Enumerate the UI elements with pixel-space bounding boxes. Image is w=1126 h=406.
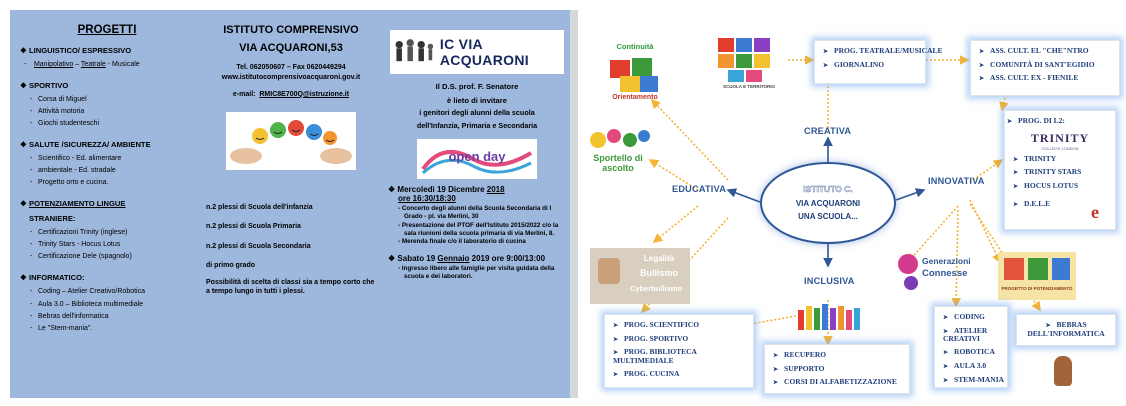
- mindmap-center: [760, 162, 896, 244]
- list-item: ➤ CODING: [943, 313, 999, 322]
- diamond-bullet-icon: ❖: [20, 81, 27, 91]
- list-item: ➤ PROG. TEATRALE/MUSICALE: [823, 47, 917, 56]
- chat-bubble-icon: [898, 254, 918, 274]
- open-day-graphic: [417, 139, 537, 179]
- prog-teatrale-box: [814, 40, 943, 84]
- cyberbullismo-line: Cyberbullismo: [629, 284, 683, 293]
- label-educativa: EDUCATIVA: [672, 184, 727, 194]
- prog-l2-box: [1004, 110, 1116, 230]
- label-inclusiva: INCLUSIVA: [804, 276, 855, 286]
- projects-column: [10, 10, 200, 398]
- list-item: ➤ ROBOTICA: [943, 348, 999, 357]
- list-item: - Merenda finale c/o il laboratorio di cucina: [404, 238, 566, 246]
- section-informatico: ❖ INFORMATICO:: [20, 273, 85, 283]
- continuita-title: Continuità: [616, 42, 654, 51]
- lingue-subtitle: STRANIERE:: [29, 214, 76, 224]
- list-item: ➤ D.E.L.E: [1013, 200, 1107, 209]
- diamond-bullet-icon: ❖: [388, 185, 398, 195]
- associazioni-box: [970, 40, 1120, 96]
- generazioni-connesse-logo: [898, 250, 990, 294]
- l2-title: ➤ PROG. DI L2:: [1007, 117, 1107, 126]
- list-item: ➤ RECUPERO: [773, 351, 901, 360]
- list-item: ➤ AULA 3.0: [943, 362, 999, 371]
- legalita-bullismo-image: [590, 248, 690, 304]
- orientamento-label: Orientamento: [612, 94, 658, 101]
- list-item: - Certificazioni Trinity (inglese): [38, 229, 194, 237]
- list-item: - Progetto orto e cucina.: [38, 179, 194, 187]
- school-address: VIA ACQUARONI,53: [239, 41, 343, 54]
- bullismo-line: Bullismo: [639, 268, 678, 278]
- section-sportivo: ❖ SPORTIVO: [20, 81, 69, 91]
- list-item: ➤ HOCUS LOTUS: [1013, 182, 1107, 191]
- hands-image: [794, 304, 864, 332]
- list-item: ➤ ASS. CULT. EL "CHE"NTRO: [979, 47, 1111, 56]
- list-item: - Presentazione del PTOF dell'Istituto 2015/2022 c/o la sala riunioni della scuola primaria di via Merlini, 8.: [404, 222, 566, 238]
- diamond-bullet-icon: ❖: [20, 199, 27, 209]
- school-info-column: [200, 10, 380, 398]
- dele-logo-icon: e: [1091, 202, 1099, 222]
- list-item: - Trinity Stars - Hocus Lotus: [38, 241, 194, 249]
- label-innovativa: INNOVATIVA: [928, 176, 985, 186]
- list-item: - Attività motoria: [38, 108, 194, 116]
- linguistico-line: - Manipolativo – Teatrale - Musicale: [32, 61, 194, 69]
- list-item: - Giochi studenteschi: [38, 120, 194, 128]
- book-icon: [1028, 258, 1048, 280]
- list-item: - Coding – Atelier Creativo/Robotica: [38, 288, 194, 296]
- bebras-box: [1016, 314, 1116, 346]
- diamond-bullet-icon: ❖: [20, 140, 27, 150]
- list-item: - Le "Stem-mania".: [38, 325, 194, 333]
- phone-fax: Tel. 062050607 – Fax 0620449294: [236, 64, 346, 72]
- email-line: e-mail: RMIC8E700Q@istruzione.it: [232, 90, 350, 98]
- legalita-line: Legalità: [643, 254, 675, 263]
- scuola-territorio-image: [714, 34, 784, 94]
- center-line-1: ISTITUTO C.: [803, 184, 853, 195]
- list-item: - ambientale - Ed. stradale: [38, 167, 194, 175]
- event-december-details: [401, 205, 566, 246]
- school-logo: [390, 30, 564, 74]
- list-item: ➤ ASS. CULT. EX - FIENILE: [979, 74, 1111, 83]
- list-item: - Ingresso libero alle famiglie per visita guidata della scuola e dei laboratori.: [404, 265, 566, 281]
- list-item: - Bebras dell'informatica: [38, 313, 194, 321]
- list-item: - Scientifico - Ed. alimentare: [38, 155, 194, 163]
- fold-divider: [570, 10, 578, 398]
- scuola-territorio-caption: SCUOLA E TERRITORIO: [722, 84, 775, 89]
- trinity-logo: TRINITY: [1030, 130, 1090, 145]
- class-choice-note: Possibilità di scelta di classi sia a tempo corto che a tempo lungo in tutti i plessi.: [206, 279, 375, 295]
- plessi-infanzia: n.2 plessi di Scuola dell'infanzia: [206, 203, 313, 211]
- list-item: ➤ STEM-MANIA: [943, 376, 999, 385]
- connesse-line: Connesse: [922, 268, 968, 279]
- section-salute: ❖ SALUTE /SICUREZZA/ AMBIENTE: [20, 140, 151, 150]
- school-levels-line: dell'Infanzia, Primaria e Secondaria: [416, 121, 538, 131]
- children-logo-icon: [390, 32, 436, 72]
- open-day-text: open day: [448, 149, 506, 165]
- event-january-details: [401, 265, 566, 281]
- trinity-logo-sub: COLLEGE LONDON: [1041, 145, 1079, 151]
- sad-face-icon: [598, 258, 620, 284]
- projects-title: PROGETTI: [77, 24, 137, 36]
- plessi-primaria: n.2 plessi di Scuola Primaria: [206, 223, 301, 231]
- center-line-3: UNA SCUOLA...: [798, 212, 858, 222]
- list-item: ➤ GIORNALINO: [823, 61, 917, 70]
- list-item: ➤ COMUNITÀ DI SANT'EGIDIO: [979, 61, 1111, 70]
- parents-line: i genitori degli alunni della scuola: [419, 108, 535, 118]
- center-line-2: VIA ACQUARONI: [795, 198, 861, 208]
- list-item: ➤ ATELIER CREATIVI: [943, 327, 997, 344]
- logo-text: IC VIA ACQUARONI: [439, 36, 529, 68]
- plessi-grado: di primo grado: [206, 261, 255, 269]
- list-item: ➤ PROG. SPORTIVO: [613, 335, 745, 344]
- event-january: ❖ Sabato 19 Gennaio 2019 ore 9:00/13:00: [388, 254, 546, 264]
- beaver-mascot-icon: [1054, 356, 1072, 386]
- book-icon: [1052, 258, 1070, 280]
- invitation-column: [380, 10, 570, 398]
- email-link[interactable]: RMIC8E700Q@istruzione.it: [259, 90, 350, 98]
- label-creativa: CREATIVA: [804, 126, 852, 136]
- section-linguistico: ❖ LINGUISTICO/ ESPRESSIVO: [20, 46, 132, 55]
- recupero-box: [764, 344, 910, 394]
- book-icon: [1004, 258, 1024, 280]
- list-item: ➤ PROG. BIBLIOTECA MULTIMEDIALE: [613, 348, 733, 365]
- list-item: ➤ TRINITY STARS: [1013, 168, 1107, 177]
- generazioni-line: Generazioni: [922, 256, 971, 266]
- diamond-bullet-icon: ❖: [20, 46, 27, 55]
- ds-line: Il D.S. prof. F. Senatore: [435, 82, 519, 91]
- potenziamento-image: [998, 252, 1076, 300]
- diamond-bullet-icon: ❖: [20, 273, 27, 283]
- list-item: ➤ PROG. CUCINA: [613, 370, 745, 379]
- sportello-caption: Sportello di ascolto: [593, 153, 643, 173]
- list-item: ➤ CORSI DI ALFABETIZZAZIONE: [773, 378, 901, 387]
- list-item: - Certificazione Dele (spagnolo): [38, 253, 194, 261]
- invite-line: è lieto di invitare: [447, 95, 507, 105]
- website: www.istitutocomprensivoacquaroni.gov.it: [221, 73, 361, 81]
- potenziamento-caption: PROGETTO DI POTENZIAMENTO: [1001, 286, 1073, 291]
- hands-smiley-image: [226, 112, 356, 170]
- list-item: ➤ SUPPORTO: [773, 365, 901, 374]
- list-item: - Concerto degli alunni della Scuola Secondaria di I Grado - pl. via Merlini, 30: [404, 205, 566, 221]
- bebras-label: ➤ BEBRAS DELL'INFORMATICA: [1025, 321, 1107, 338]
- coding-box: [934, 306, 1008, 388]
- brochure-mindmap-panel: [578, 10, 1124, 398]
- list-item: ➤ TRINITY: [1013, 155, 1107, 164]
- continuita-puzzle-image: [600, 42, 670, 104]
- list-item: ➤ PROG. SCIENTIFICO: [613, 321, 745, 330]
- brochure-front-panel: [10, 10, 570, 398]
- sportello-ascolto-image: [584, 126, 660, 184]
- list-item: - Corsa di Miguel: [38, 96, 194, 104]
- plessi-secondaria: n.2 plessi di Scuola Secondaria: [206, 242, 311, 250]
- prog-scientifico-box: [604, 314, 754, 388]
- school-name: ISTITUTO COMPRENSIVO: [223, 24, 359, 36]
- list-item: - Aula 3.0 – Biblioteca multimediale: [38, 301, 194, 309]
- section-lingue: ❖ POTENZIAMENTO LINGUE: [20, 199, 126, 209]
- event-december: ❖ Mercoledì 19 Dicembre 2018 ore 16:30/18:30: [388, 185, 505, 204]
- wifi-icon: [904, 276, 918, 290]
- diamond-bullet-icon: ❖: [388, 254, 398, 264]
